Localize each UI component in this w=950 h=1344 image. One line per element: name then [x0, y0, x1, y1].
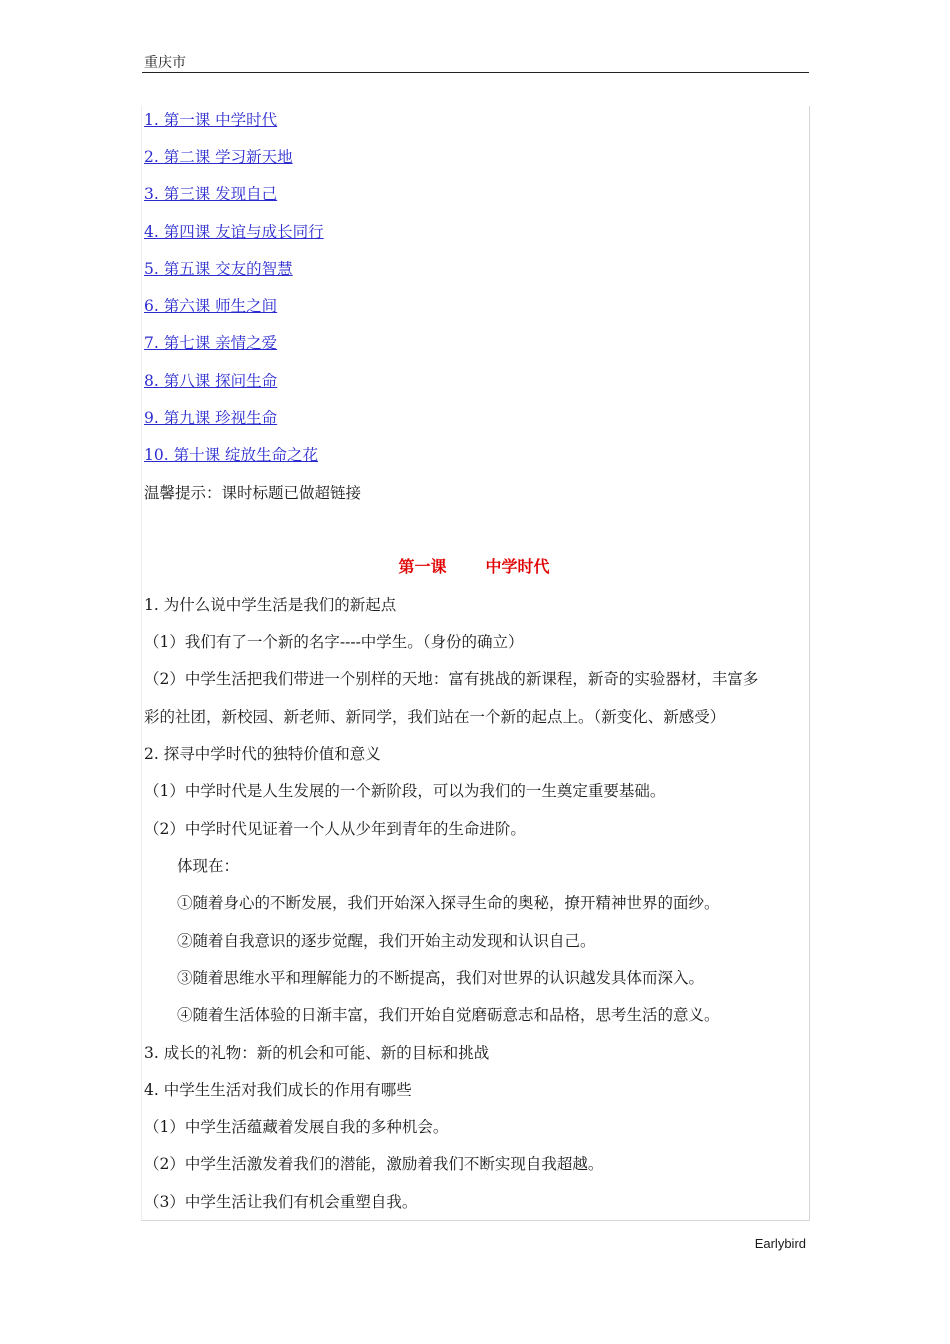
body-paragraph: （2）中学时代见证着一个人从少年到青年的生命进阶。	[144, 820, 526, 838]
toc-link-lesson-7[interactable]: 7. 第七课 亲情之爱	[144, 334, 278, 352]
toc-link-lesson-6[interactable]: 6. 第六课 师生之间	[144, 297, 278, 315]
toc-link-lesson-10[interactable]: 10. 第十课 绽放生命之花	[144, 446, 319, 464]
question-heading: 3. 成长的礼物：新的机会和可能、新的目标和挑战	[144, 1044, 490, 1062]
toc-link-lesson-1[interactable]: 1. 第一课 中学时代	[144, 111, 278, 129]
body-paragraph: （2）中学生活激发着我们的潜能，激励着我们不断实现自我超越。	[144, 1155, 604, 1173]
toc-item	[144, 110, 277, 130]
question-heading: 2. 探寻中学时代的独特价值和意义	[144, 745, 381, 763]
question-heading: 1. 为什么说中学生活是我们的新起点	[144, 596, 397, 614]
toc-item	[144, 408, 277, 428]
body-paragraph: ①随着身心的不断发展，我们开始深入探寻生命的奥秘，撩开精神世界的面纱。	[177, 894, 720, 912]
toc-item	[144, 371, 277, 391]
toc-link-lesson-3[interactable]: 3. 第三课 发现自己	[144, 185, 278, 203]
body-paragraph: （2）中学生活把我们带进一个别样的天地：富有挑战的新课程，新奇的实验器材，丰富多	[144, 670, 759, 688]
header-region: 重庆市	[144, 55, 186, 71]
toc-link-lesson-2[interactable]: 2. 第二课 学习新天地	[144, 148, 293, 166]
body-paragraph: ②随着自我意识的逐步觉醒，我们开始主动发现和认识自己。	[177, 932, 596, 950]
toc-item	[144, 259, 293, 279]
toc-link-lesson-4[interactable]: 4. 第四课 友谊与成长同行	[144, 223, 324, 241]
body-paragraph: （3）中学生活让我们有机会重塑自我。	[144, 1193, 418, 1211]
body-paragraph: 彩的社团，新校园、新老师、新同学，我们站在一个新的起点上。（新变化、新感受）	[144, 708, 726, 726]
body-paragraph: （1）中学生活蕴藏着发展自我的多种机会。	[144, 1118, 449, 1136]
toc-link-lesson-8[interactable]: 8. 第八课 探问生命	[144, 372, 278, 390]
question-heading: 4. 中学生生活对我们成长的作用有哪些	[144, 1081, 412, 1099]
body-paragraph: ④随着生活体验的日渐丰富，我们开始自觉磨砺意志和品格，思考生活的意义。	[177, 1006, 720, 1024]
page-header	[142, 56, 809, 73]
toc-item	[144, 184, 277, 204]
toc-item	[144, 333, 277, 353]
body-paragraph: 体现在：	[177, 857, 240, 875]
toc-item	[144, 222, 324, 242]
toc-item	[144, 296, 277, 316]
toc-link-lesson-9[interactable]: 9. 第九课 珍视生命	[144, 409, 278, 427]
toc-link-lesson-5[interactable]: 5. 第五课 交友的智慧	[144, 260, 293, 278]
lesson-title: 第一课 中学时代	[398, 557, 550, 576]
page-footer: Earlybird	[754, 1236, 806, 1251]
hyperlink-hint: 温馨提示：课时标题已做超链接	[144, 484, 362, 502]
body-paragraph: （1）中学时代是人生发展的一个新阶段，可以为我们的一生奠定重要基础。	[144, 782, 666, 800]
toc-item	[144, 445, 318, 465]
body-paragraph: （1）我们有了一个新的名字----中学生。（身份的确立）	[144, 633, 524, 651]
body-paragraph: ③随着思维水平和理解能力的不断提高，我们对世界的认识越发具体而深入。	[177, 969, 705, 987]
toc-item	[144, 147, 293, 167]
